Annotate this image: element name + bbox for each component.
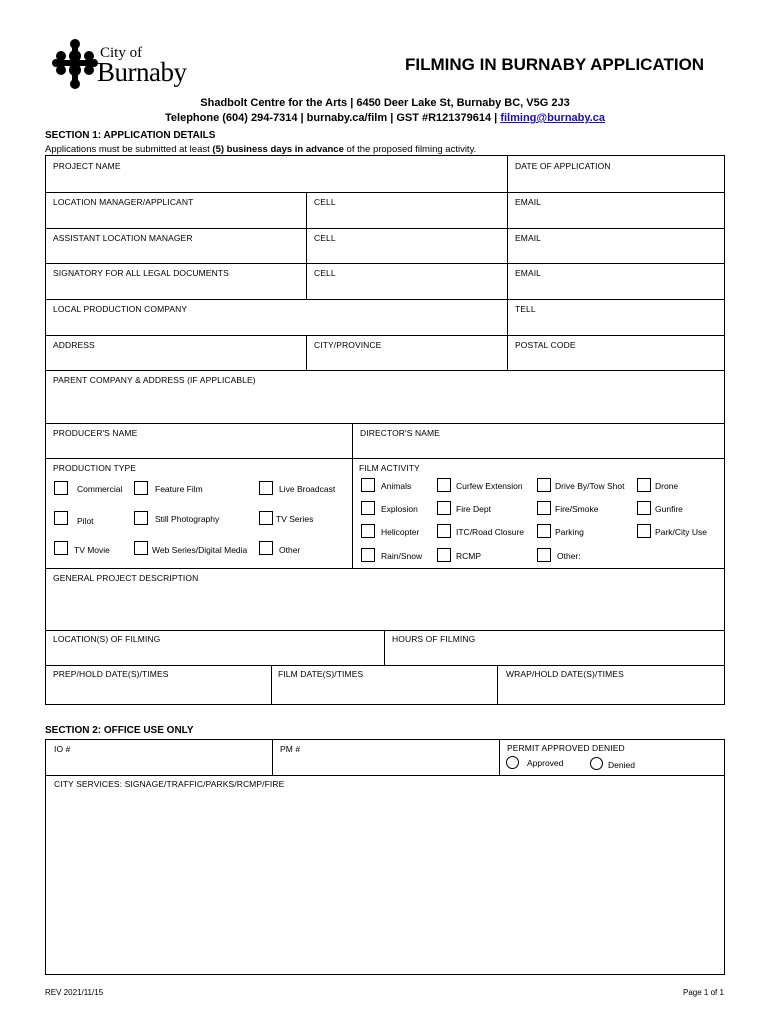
city-logo	[52, 36, 187, 92]
option-drone: Drone	[655, 481, 679, 491]
page-number: Page 1 of 1	[683, 988, 724, 997]
section1-note	[45, 144, 476, 155]
pm-field[interactable]	[272, 739, 500, 776]
checkbox-helicopter[interactable]	[361, 524, 375, 538]
assistant-label: ASSISTANT LOCATION MANAGER	[53, 233, 193, 243]
option-park-city-use: Park/City Use	[655, 527, 707, 537]
locations-label: LOCATION(S) OF FILMING	[53, 634, 161, 644]
option-itc-road-closure: ITC/Road Closure	[456, 527, 525, 537]
checkbox-feature-film[interactable]	[134, 481, 148, 495]
city-services-label: CITY SERVICES: SIGNAGE/TRAFFIC/PARKS/RCMP/FIRE	[54, 779, 285, 789]
directors-name-field[interactable]	[352, 423, 725, 459]
city-province-label: CITY/PROVINCE	[314, 340, 382, 350]
io-label: IO #	[54, 744, 71, 754]
email3-label: EMAIL	[515, 268, 542, 278]
postal-code-field[interactable]	[507, 335, 725, 371]
checkbox-tv-movie[interactable]	[54, 541, 68, 555]
hours-field[interactable]	[384, 630, 725, 666]
checkbox-other-activity[interactable]	[537, 548, 551, 562]
checkbox-other-production[interactable]	[259, 541, 273, 555]
checkbox-still-photography[interactable]	[134, 511, 148, 525]
directors-name-label: DIRECTOR'S NAME	[360, 428, 440, 438]
project-name-field[interactable]	[45, 155, 508, 193]
option-feature-film: Feature Film	[155, 484, 203, 494]
option-fire-smoke: Fire/Smoke	[555, 504, 599, 514]
section2-title: SECTION 2: OFFICE USE ONLY	[45, 725, 194, 736]
option-approved: Approved	[527, 758, 564, 768]
email1-label: EMAIL	[515, 197, 542, 207]
address-line: Shadbolt Centre for the Arts | 6450 Deer Lake St, Burnaby BC, V5G 2J3	[200, 97, 570, 109]
checkbox-itc-road-closure[interactable]	[437, 524, 451, 538]
checkbox-drone[interactable]	[637, 478, 651, 492]
tell-label: TELL	[515, 304, 536, 314]
option-denied: Denied	[608, 760, 635, 770]
checkbox-fire-dept[interactable]	[437, 501, 451, 515]
section1-title: SECTION 1: APPLICATION DETAILS	[45, 130, 216, 141]
signatory-label: SIGNATORY FOR ALL LEGAL DOCUMENTS	[53, 268, 229, 278]
radio-approved[interactable]	[506, 756, 519, 769]
wrap-hold-field[interactable]	[497, 665, 725, 705]
date-of-application-field[interactable]	[507, 155, 725, 193]
email1-field[interactable]	[507, 192, 725, 229]
cell3-field[interactable]	[306, 263, 508, 300]
email2-label: EMAIL	[515, 233, 542, 243]
city-services-field[interactable]	[45, 775, 725, 975]
option-web-series: Web Series/Digital Media	[152, 545, 248, 555]
cell1-label: CELL	[314, 197, 336, 207]
film-dates-label: FILM DATE(S)/TIMES	[278, 669, 364, 679]
producers-name-field[interactable]	[45, 423, 353, 459]
email3-field[interactable]	[507, 263, 725, 300]
radio-denied[interactable]	[590, 757, 603, 770]
parent-company-label: PARENT COMPANY & ADDRESS (IF APPLICABLE)	[53, 375, 256, 385]
producers-name-label: PRODUCER'S NAME	[53, 428, 138, 438]
locations-field[interactable]	[45, 630, 385, 666]
wrap-hold-label: WRAP/HOLD DATE(S)/TIMES	[506, 669, 624, 679]
checkbox-pilot[interactable]	[54, 511, 68, 525]
checkbox-gunfire[interactable]	[637, 501, 651, 515]
checkbox-explosion[interactable]	[361, 501, 375, 515]
note-pre: Applications must be submitted at least	[45, 144, 213, 155]
local-production-label: LOCAL PRODUCTION COMPANY	[53, 304, 188, 314]
location-manager-label: LOCATION MANAGER/APPLICANT	[53, 197, 194, 207]
checkbox-tv-series[interactable]	[259, 511, 273, 525]
note-post: of the proposed filming activity.	[343, 144, 477, 155]
pm-label: PM #	[280, 744, 301, 754]
snowflake-logo-icon	[52, 36, 98, 92]
checkbox-parking[interactable]	[537, 524, 551, 538]
option-tv-movie: TV Movie	[74, 545, 110, 555]
cell2-field[interactable]	[306, 228, 508, 264]
cell1-field[interactable]	[306, 192, 508, 229]
checkbox-web-series[interactable]	[134, 541, 148, 555]
film-dates-field[interactable]	[271, 665, 498, 705]
film-activity-label: FILM ACTIVITY	[359, 463, 420, 473]
logo-burnaby-text: Burnaby	[97, 57, 187, 87]
postal-code-label: POSTAL CODE	[515, 340, 576, 350]
option-rcmp: RCMP	[456, 551, 482, 561]
address-field[interactable]	[45, 335, 307, 371]
checkbox-live-broadcast[interactable]	[259, 481, 273, 495]
prep-hold-label: PREP/HOLD DATE(S)/TIMES	[53, 669, 169, 679]
prep-hold-field[interactable]	[45, 665, 272, 705]
project-name-label: PROJECT NAME	[53, 161, 121, 171]
general-description-field[interactable]	[45, 568, 725, 631]
cell3-label: CELL	[314, 268, 336, 278]
tell-field[interactable]	[507, 299, 725, 336]
option-pilot: Pilot	[77, 516, 94, 526]
email2-field[interactable]	[507, 228, 725, 264]
checkbox-park-city-use[interactable]	[637, 524, 651, 538]
option-fire-dept: Fire Dept	[456, 504, 491, 514]
city-province-field[interactable]	[306, 335, 508, 371]
option-commercial: Commercial	[77, 484, 123, 494]
option-helicopter: Helicopter	[381, 527, 420, 537]
logo-city-text: City of	[100, 45, 143, 61]
email-link[interactable]: filming@burnaby.ca	[500, 112, 605, 124]
revision-text: REV 2021/11/15	[45, 988, 104, 997]
location-manager-field[interactable]	[45, 192, 307, 229]
checkbox-rain-snow[interactable]	[361, 548, 375, 562]
permit-label: PERMIT APPROVED DENIED	[507, 743, 625, 753]
checkbox-rcmp[interactable]	[437, 548, 451, 562]
production-type-label: PRODUCTION TYPE	[53, 463, 137, 473]
option-parking: Parking	[555, 527, 584, 537]
checkbox-animals[interactable]	[361, 478, 375, 492]
note-bold: (5) business days in advance	[212, 144, 344, 155]
cell2-label: CELL	[314, 233, 336, 243]
contact-line	[0, 112, 770, 124]
general-description-label: GENERAL PROJECT DESCRIPTION	[53, 573, 199, 583]
option-drive-by: Drive By/Tow Shot	[555, 481, 625, 491]
checkbox-commercial[interactable]	[54, 481, 68, 495]
checkbox-curfew-extension[interactable]	[437, 478, 451, 492]
address-label: ADDRESS	[53, 340, 95, 350]
option-animals: Animals	[381, 481, 412, 491]
local-production-company-field[interactable]	[45, 299, 508, 336]
parent-company-field[interactable]	[45, 370, 725, 424]
option-curfew-extension: Curfew Extension	[456, 481, 523, 491]
option-gunfire: Gunfire	[655, 504, 683, 514]
option-explosion: Explosion	[381, 504, 418, 514]
checkbox-fire-smoke[interactable]	[537, 501, 551, 515]
page-title: FILMING IN BURNABY APPLICATION	[405, 55, 705, 74]
io-field[interactable]	[45, 739, 273, 776]
date-of-application-label: DATE OF APPLICATION	[515, 161, 611, 171]
hours-label: HOURS OF FILMING	[392, 634, 476, 644]
option-rain-snow: Rain/Snow	[381, 551, 423, 561]
option-tv-series: TV Series	[276, 514, 314, 524]
option-live-broadcast: Live Broadcast	[279, 484, 336, 494]
signatory-field[interactable]	[45, 263, 307, 300]
assistant-location-manager-field[interactable]	[45, 228, 307, 264]
checkbox-drive-by[interactable]	[537, 478, 551, 492]
option-other-production: Other	[279, 545, 301, 555]
option-still-photography: Still Photography	[155, 514, 220, 524]
contact-text: Telephone (604) 294-7314 | burnaby.ca/film | GST #R121379614 |	[165, 112, 498, 124]
option-other-activity: Other:	[557, 551, 581, 561]
